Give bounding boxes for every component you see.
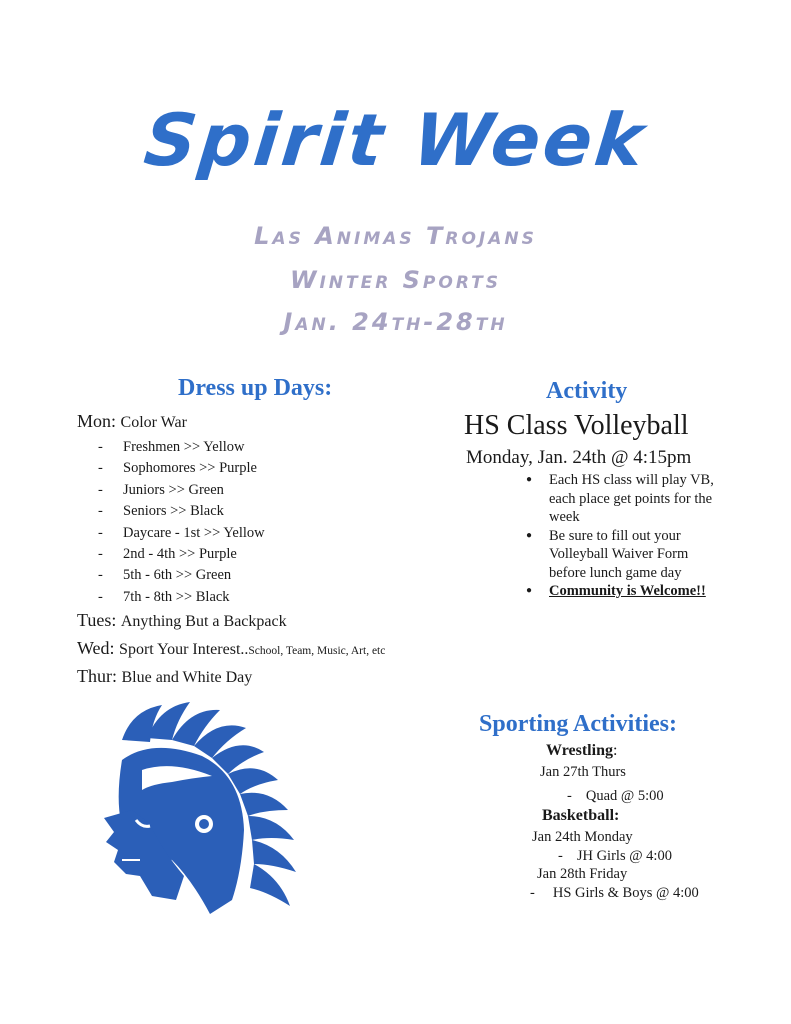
basketball-event-1: - JH Girls @ 4:00 <box>558 848 672 864</box>
basketball-date-1: Jan 24th Monday <box>532 829 633 845</box>
thursday-theme: Blue and White Day <box>121 669 253 686</box>
wednesday-row <box>77 638 385 659</box>
list-item: - Juniors >> Green <box>98 481 224 498</box>
list-item: - Daycare - 1st >> Yellow <box>98 524 265 541</box>
dress-up-heading: Dress up Days: <box>178 375 333 401</box>
activity-name: HS Class Volleyball <box>464 410 689 441</box>
monday-row <box>77 411 187 432</box>
list-item: - 7th - 8th >> Black <box>98 588 230 605</box>
crest-plume <box>250 864 290 906</box>
crest-plume <box>228 768 278 794</box>
monday-label: Mon: <box>77 411 117 431</box>
list-item: ● Community is Welcome!! <box>526 583 706 599</box>
subtitle-season: Winter Sports <box>289 266 502 294</box>
subtitle-dates: Jan. 24th-28th <box>283 308 508 336</box>
wrestling-event: - Quad @ 5:00 <box>567 788 664 804</box>
list-item: ● Each HS class will play VB, each place get points for the week <box>526 472 714 525</box>
wednesday-label: Wed: <box>77 638 115 658</box>
wednesday-note: School, Team, Music, Art, etc <box>248 645 386 657</box>
crest-plume <box>240 793 288 816</box>
sporting-heading: Sporting Activities: <box>479 711 677 737</box>
list-item: ● Be sure to fill out your Volleyball Waiver Form before lunch game day <box>526 527 689 581</box>
activity-bullets <box>526 471 726 601</box>
basketball-label: Basketball: <box>542 807 620 824</box>
monday-theme: Color War <box>120 414 187 431</box>
activity-time: Monday, Jan. 24th @ 4:15pm <box>466 447 692 468</box>
list-item: - Freshmen >> Yellow <box>98 439 245 455</box>
basketball-date-2: Jan 28th Friday <box>537 866 628 882</box>
list-item: - Sophomores >> Purple <box>98 460 257 477</box>
subtitle-school: Las Animas Trojans <box>254 222 537 250</box>
activity-heading: Activity <box>546 378 628 404</box>
color-war-list <box>98 437 265 608</box>
list-item: - Seniors >> Black <box>98 503 224 520</box>
wednesday-theme: Sport Your Interest.. <box>119 641 249 658</box>
wrestling-date: Jan 27th Thurs <box>540 764 626 780</box>
page-title: Spirit Week <box>140 98 651 182</box>
thursday-label: Thur: <box>77 666 117 686</box>
basketball-event-2: - HS Girls & Boys @ 4:00 <box>530 885 699 901</box>
list-item: - 5th - 6th >> Green <box>98 567 232 584</box>
trojan-helmet-logo <box>92 700 310 925</box>
crest-plume <box>248 816 294 840</box>
tuesday-theme: Anything But a Backpack <box>120 613 287 630</box>
thursday-row <box>77 666 252 687</box>
tuesday-label: Tues: <box>77 610 117 630</box>
tuesday-row <box>77 610 287 631</box>
wrestling-label: Wrestling: <box>546 742 618 759</box>
list-item: - 2nd - 4th >> Purple <box>98 546 237 563</box>
